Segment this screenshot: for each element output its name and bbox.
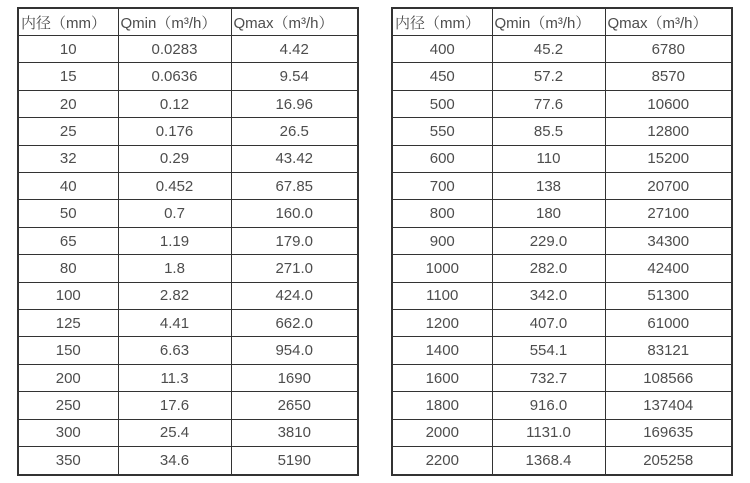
table-cell: 4.41 <box>118 310 231 337</box>
table-cell: 229.0 <box>492 227 605 254</box>
table-cell: 57.2 <box>492 63 605 90</box>
table-cell: 205258 <box>605 447 732 475</box>
column-header-2: Qmax（m³/h） <box>231 8 358 36</box>
table-row <box>18 173 358 200</box>
table-cell: 271.0 <box>231 255 358 282</box>
table-cell: 1100 <box>392 282 492 309</box>
table-row <box>392 392 732 419</box>
table-cell: 25.4 <box>118 419 231 446</box>
table-cell: 83121 <box>605 337 732 364</box>
table-cell: 400 <box>392 36 492 63</box>
table-row <box>18 255 358 282</box>
table-cell: 150 <box>18 337 118 364</box>
table-cell: 0.7 <box>118 200 231 227</box>
table-row <box>392 255 732 282</box>
column-header-1: Qmin（m³/h） <box>118 8 231 36</box>
table-cell: 300 <box>18 419 118 446</box>
table-cell: 800 <box>392 200 492 227</box>
table-row <box>18 282 358 309</box>
table-cell: 200 <box>18 364 118 391</box>
table-cell: 6.63 <box>118 337 231 364</box>
column-header-1: Qmin（m³/h） <box>492 8 605 36</box>
table-cell: 26.5 <box>231 118 358 145</box>
table-cell: 40 <box>18 173 118 200</box>
table-cell: 77.6 <box>492 90 605 117</box>
table-cell: 25 <box>18 118 118 145</box>
header-row <box>392 8 732 36</box>
table-row <box>18 36 358 63</box>
column-header-0: 内径（mm） <box>18 8 118 36</box>
table-cell: 550 <box>392 118 492 145</box>
table-cell: 1368.4 <box>492 447 605 475</box>
table-cell: 1.19 <box>118 227 231 254</box>
table-row <box>18 90 358 117</box>
table-cell: 916.0 <box>492 392 605 419</box>
table-cell: 954.0 <box>231 337 358 364</box>
table-cell: 67.85 <box>231 173 358 200</box>
table-cell: 1800 <box>392 392 492 419</box>
table-cell: 2.82 <box>118 282 231 309</box>
table-cell: 4.42 <box>231 36 358 63</box>
table-cell: 1690 <box>231 364 358 391</box>
table-cell: 160.0 <box>231 200 358 227</box>
table-cell: 45.2 <box>492 36 605 63</box>
table-row <box>392 90 732 117</box>
column-header-0: 内径（mm） <box>392 8 492 36</box>
table-row <box>18 63 358 90</box>
table-cell: 1.8 <box>118 255 231 282</box>
table-cell: 424.0 <box>231 282 358 309</box>
flow-spec-table-small-diameters <box>17 7 359 476</box>
table-cell: 662.0 <box>231 310 358 337</box>
table-cell: 2000 <box>392 419 492 446</box>
table-cell: 250 <box>18 392 118 419</box>
table-cell: 179.0 <box>231 227 358 254</box>
table-row <box>18 227 358 254</box>
table-cell: 1200 <box>392 310 492 337</box>
table-cell: 16.96 <box>231 90 358 117</box>
table-row <box>18 364 358 391</box>
table-row <box>18 145 358 172</box>
table-cell: 2650 <box>231 392 358 419</box>
table-cell: 10600 <box>605 90 732 117</box>
table-cell: 20700 <box>605 173 732 200</box>
table-cell: 42400 <box>605 255 732 282</box>
table-cell: 34300 <box>605 227 732 254</box>
table-cell: 51300 <box>605 282 732 309</box>
table-cell: 600 <box>392 145 492 172</box>
column-header-2: Qmax（m³/h） <box>605 8 732 36</box>
table-cell: 61000 <box>605 310 732 337</box>
table-cell: 180 <box>492 200 605 227</box>
table-cell: 8570 <box>605 63 732 90</box>
table-cell: 5190 <box>231 447 358 475</box>
table-cell: 11.3 <box>118 364 231 391</box>
table-row <box>18 118 358 145</box>
table-cell: 0.176 <box>118 118 231 145</box>
table-cell: 20 <box>18 90 118 117</box>
table-row <box>392 227 732 254</box>
table-cell: 0.0636 <box>118 63 231 90</box>
table-cell: 1400 <box>392 337 492 364</box>
table-cell: 554.1 <box>492 337 605 364</box>
table-row <box>392 310 732 337</box>
table-row <box>392 364 732 391</box>
table-cell: 1131.0 <box>492 419 605 446</box>
table-row <box>392 447 732 475</box>
table-cell: 900 <box>392 227 492 254</box>
table-row <box>392 145 732 172</box>
table-cell: 700 <box>392 173 492 200</box>
table-row <box>392 63 732 90</box>
table-cell: 138 <box>492 173 605 200</box>
table-row <box>18 200 358 227</box>
table-cell: 6780 <box>605 36 732 63</box>
table-row <box>18 447 358 475</box>
table-cell: 1000 <box>392 255 492 282</box>
table-cell: 80 <box>18 255 118 282</box>
table-cell: 108566 <box>605 364 732 391</box>
table-cell: 500 <box>392 90 492 117</box>
table-cell: 0.0283 <box>118 36 231 63</box>
table-cell: 27100 <box>605 200 732 227</box>
table-cell: 12800 <box>605 118 732 145</box>
table-cell: 17.6 <box>118 392 231 419</box>
table-cell: 169635 <box>605 419 732 446</box>
flow-spec-table-large-diameters <box>391 7 733 476</box>
table-row <box>18 419 358 446</box>
table-row <box>392 419 732 446</box>
table-cell: 0.29 <box>118 145 231 172</box>
table-cell: 85.5 <box>492 118 605 145</box>
table-cell: 0.452 <box>118 173 231 200</box>
table-cell: 100 <box>18 282 118 309</box>
table-row <box>18 337 358 364</box>
table-row <box>18 310 358 337</box>
table-cell: 50 <box>18 200 118 227</box>
table-row <box>392 118 732 145</box>
table-cell: 342.0 <box>492 282 605 309</box>
table-cell: 1600 <box>392 364 492 391</box>
table-cell: 9.54 <box>231 63 358 90</box>
table-cell: 137404 <box>605 392 732 419</box>
table-cell: 2200 <box>392 447 492 475</box>
table-cell: 32 <box>18 145 118 172</box>
table-row <box>18 392 358 419</box>
table-cell: 407.0 <box>492 310 605 337</box>
table-cell: 125 <box>18 310 118 337</box>
table-row <box>392 337 732 364</box>
table-cell: 110 <box>492 145 605 172</box>
table-cell: 43.42 <box>231 145 358 172</box>
table-cell: 15 <box>18 63 118 90</box>
table-cell: 34.6 <box>118 447 231 475</box>
header-row <box>18 8 358 36</box>
table-cell: 15200 <box>605 145 732 172</box>
table-row <box>392 173 732 200</box>
table-row <box>392 282 732 309</box>
table-cell: 10 <box>18 36 118 63</box>
table-cell: 65 <box>18 227 118 254</box>
table-cell: 350 <box>18 447 118 475</box>
table-cell: 732.7 <box>492 364 605 391</box>
table-row <box>392 36 732 63</box>
table-cell: 450 <box>392 63 492 90</box>
table-cell: 282.0 <box>492 255 605 282</box>
table-cell: 0.12 <box>118 90 231 117</box>
table-row <box>392 200 732 227</box>
table-cell: 3810 <box>231 419 358 446</box>
